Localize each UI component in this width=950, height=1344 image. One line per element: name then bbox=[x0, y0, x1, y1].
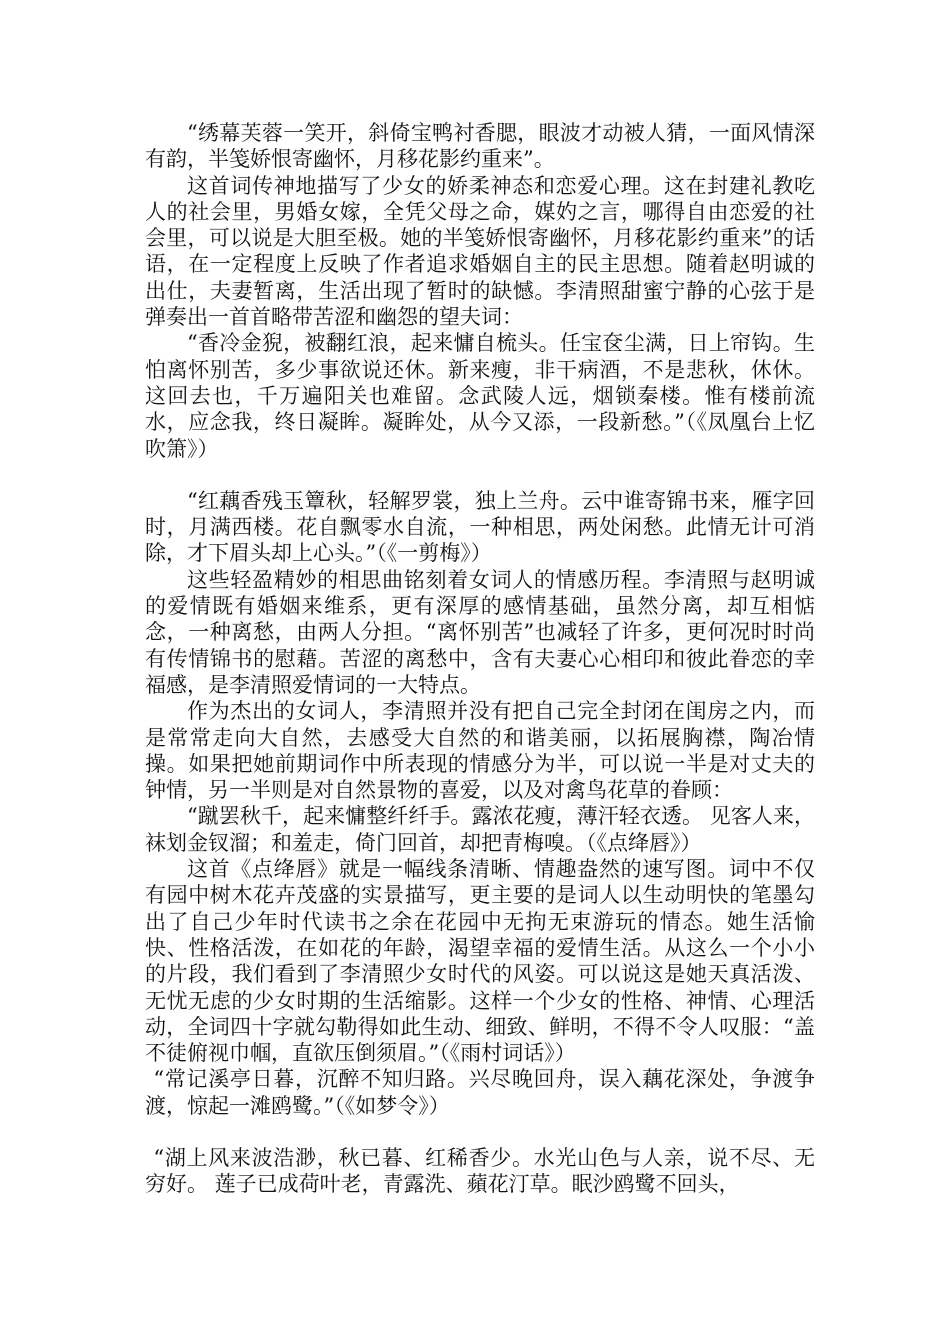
document-body bbox=[145, 120, 815, 1198]
paragraph-6: 作为杰出的女词人，李清照并没有把自己完全封闭在闺房之内，而是常常走向大自然，去感受大自然的和谐美丽，以拓展胸襟，陶冶情操。如果把她前期词作中所表现的情感分为半，可以说一半是对丈夫的钟情，另一半则是对自然景物的喜爱，以及对禽鸟花草的眷顾： bbox=[145, 699, 815, 803]
blank-line bbox=[145, 1119, 815, 1145]
paragraph-8: 这首《点绛唇》就是一幅线条清晰、情趣盎然的速写图。词中不仅有园中树木花卉茂盛的实景描写，更主要的是词人以生动明快的笔墨勾出了自己少年时代读书之余在花园中无拘无束游玩的情态。她生活愉快、性格活泼，在如花的年龄，渴望幸福的爱情生活。从这么一个小小的片段，我们看到了李清照少女时代的风姿。可以说这是她天真活泼、无忧无虑的少女时期的生活缩影。这样一个少女的性格、神情、心理活动，全词四十字就勾勒得如此生动、细致、鲜明，不得不令人叹服：“盖不徒俯视巾帼，直欲压倒须眉。”（《雨村词话》） bbox=[145, 857, 815, 1066]
paragraph-4: “红藕香残玉簟秋，轻解罗裳，独上兰舟。云中谁寄锦书来，雁字回时，月满西楼。花自飘零水自流，一种相思，两处闲愁。此情无计可消除，才下眉头却上心头。”（《一剪梅》） bbox=[145, 488, 815, 566]
paragraph-1: “绣幕芙蓉一笑开，斜倚宝鸭衬香腮，眼波才动被人猜，一面风情深有韵，半笺娇恨寄幽怀，月移花影约重来”。 bbox=[145, 121, 815, 172]
paragraph-10: “湖上风来波浩渺，秋已暮、红稀香少。水光山色与人亲，说不尽、无穷好。 莲子已成荷叶老，青露洗、蘋花汀草。眠沙鸥鹭不回头， bbox=[145, 1145, 815, 1197]
paragraph-7: “蹴罢秋千，起来慵整纤纤手。露浓花瘦，薄汗轻衣透。 见客人来，袜划金钗溜；和羞走，倚门回首，却把青梅嗅。（《点绛唇》） bbox=[145, 804, 815, 855]
paragraph-3: “香冷金猊，被翻红浪，起来慵自梳头。任宝奁尘满，日上帘钩。生怕离怀别苦，多少事欲说还休。新来瘦，非干病酒，不是悲秋，休休。这回去也，千万遍阳关也难留。念武陵人远，烟锁秦楼。惟有楼前流水，应念我，终日凝眸。凝眸处，从今又添，一段新愁。”（《凤凰台上忆吹箫》） bbox=[145, 331, 815, 461]
paragraph-2: 这首词传神地描写了少女的娇柔神态和恋爱心理。这在封建礼教吃人的社会里，男婚女嫁，全凭父母之命，媒妁之言，哪得自由恋爱的社会里，可以说是大胆至极。她的半笺娇恨寄幽怀，月移花影约重来”的话语，在一定程度上反映了作者追求婚姻自主的民主思想。随着赵明诚的出仕，夫妻暂离，生活出现了暂时的缺憾。李清照甜蜜宁静的心弦于是弹奏出一首首略带苦涩和幽怨的望夫词： bbox=[145, 173, 815, 330]
paragraph-9: “常记溪亭日暮，沉醉不知归路。兴尽晚回舟，误入藕花深处，争渡争渡，惊起一滩鸥鹭。”（《如梦令》） bbox=[145, 1067, 815, 1118]
paragraph-5: 这些轻盈精妙的相思曲铭刻着女词人的情感历程。李清照与赵明诚的爱情既有婚姻来维系，更有深厚的感情基础，虽然分离，却互相惦念，一种离愁，由两人分担。“离怀别苦”也减轻了许多，更何况时时尚有传情锦书的慰藉。苦涩的离愁中，含有夫妻心心相印和彼此眷恋的幸福感，是李清照爱情词的一大特点。 bbox=[145, 567, 815, 697]
blank-line bbox=[145, 462, 815, 488]
